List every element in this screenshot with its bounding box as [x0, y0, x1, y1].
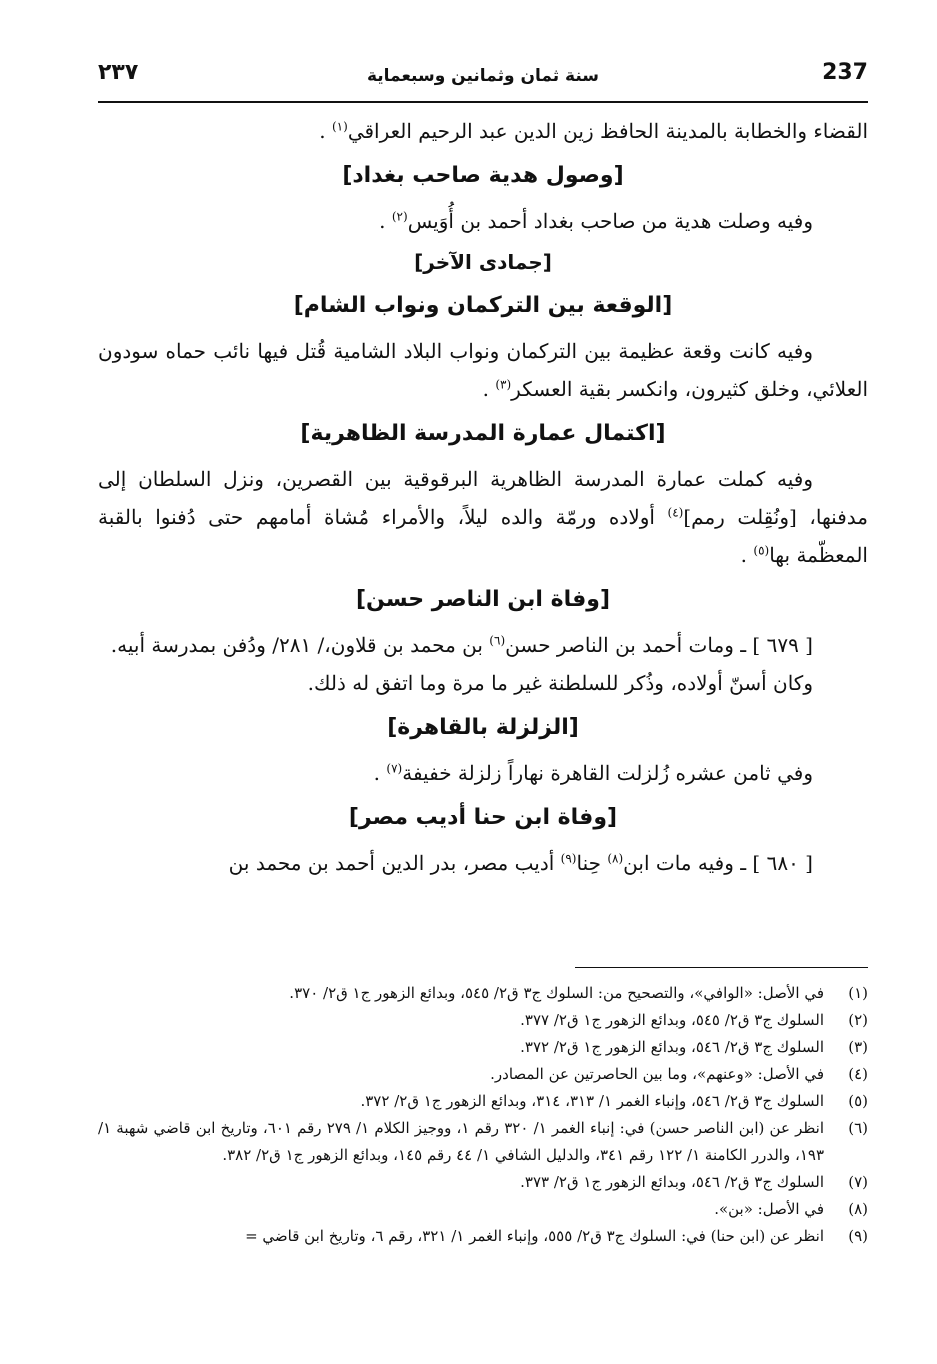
header-rule — [98, 101, 868, 103]
section-heading-madrasa: [اكتمال عمارة المدرسة الظاهرية] — [300, 421, 666, 446]
footnote-ref[interactable]: (٦) — [489, 633, 506, 648]
footnote-item — [98, 1088, 868, 1115]
section-heading-death-hanna: [وفاة ابن حنا أديب مصر] — [348, 805, 618, 830]
footnote-separator — [575, 967, 868, 968]
footnote-number: (٨) — [848, 1200, 868, 1218]
footnote-ref[interactable]: (٩) — [560, 851, 577, 866]
footnote-item — [98, 1034, 868, 1061]
month-heading: [جمادى الآخر] — [414, 250, 552, 274]
section-heading-death-hasan: [وفاة ابن الناصر حسن] — [355, 587, 611, 612]
footnote-ref[interactable]: (٤) — [667, 505, 684, 520]
section-heading-battle: [الوقعة بين التركمان ونواب الشام] — [293, 293, 673, 318]
footnote-ref[interactable]: (٨) — [607, 851, 624, 866]
footnote-text: في الأصل: «الوافي»، والتصحيح من: السلوك ج٣ ق٢/ ٥٤٥، وبدائع الزهور ج١ ق٢/ ٣٧٠. — [289, 984, 824, 1002]
running-title: سنة ثمان وثمانين وسبعماية — [366, 66, 600, 86]
footnote-ref[interactable]: (١) — [331, 119, 348, 134]
footnote-ref[interactable]: (٧) — [386, 761, 403, 776]
paragraph-continuation: القضاء والخطابة بالمدينة الحافظ زين الدين عبد الرحيم العراقي$^{(١)}$ . — [319, 119, 868, 143]
paragraph-madrasa: وفيه كملت عمارة المدرسة الظاهرية البرقوقية بين القصرين، ونزل السلطان إلى مدفنها، [ونُقِلت رمم]$^{(٤)}$ أولاده ورمّة والده ليلاً، والأمراء مُشاة أمامهم حتى دُفنوا بالقبة المعظّمة بها$^{(٥)}$ . — [98, 467, 868, 567]
page-header — [98, 58, 868, 98]
paragraph-gift: وفيه وصلت هدية من صاحب بغداد أحمد بن أُوَيس$^{(٢)}$ . — [379, 209, 813, 233]
paragraph-eldest-son: وكان أسنّ أولاده، وذُكر للسلطنة غير ما مرة وما اتفق له ذلك. — [307, 671, 813, 695]
footnote-text: انظر عن (ابن حنا) في: السلوك ج٣ ق٢/ ٥٥٥، وإنباء الغمر ١/ ٣٢١، رقم ٦، وتاريخ ابن قاضي = — [245, 1227, 824, 1245]
footnote-text: السلوك ج٣ ق٢/ ٥٤٦، وبدائع الزهور ج١ ق٢/ ٣٧٢. — [520, 1038, 824, 1056]
footnote-text: السلوك ج٣ ق٢/ ٥٤٥، وبدائع الزهور ج١ ق٢/ ٣٧٧. — [520, 1011, 824, 1029]
footnote-number: (٧) — [848, 1173, 868, 1191]
footnote-ref[interactable]: (٢) — [391, 209, 408, 224]
section-heading-gift: [وصول هدية صاحب بغداد] — [342, 163, 624, 188]
footnote-text: السلوك ج٣ ق٢/ ٥٤٦، وإنباء الغمر ١/ ٣١٣، ٣١٤، وبدائع الزهور ج١ ق٢/ ٣٧٢. — [360, 1092, 824, 1110]
footnote-number: (٦) — [848, 1119, 868, 1137]
footnotes — [98, 980, 868, 1250]
footnote-text: انظر عن (ابن الناصر حسن) في: إنباء الغمر ١/ ٣٢٠ رقم ١، ووجيز الكلام ١/ ٢٧٩ رقم ٦٠١، وتاريخ ابن قاضي شهبة ١/ ١٩٣، والدرر الكامنة ١/ ١٢٢ رقم ٣٤١، والدليل الشافي ١/ ٤٤ رقم ١٤٥، وبدائع الزهور ج١ ق٢/ ٣٨٢. — [98, 1119, 824, 1164]
paragraph-death-hasan: [ ٦٧٩ ] ـ ومات أحمد بن الناصر حسن$^{(٦)}$ بن محمد بن قلاون،/ ٢٨١/ ودُفن بمدرسة أبيه. — [110, 633, 813, 657]
footnote-item — [98, 1169, 868, 1196]
footnote-item — [98, 1007, 868, 1034]
paragraph-earthquake: وفي ثامن عشره زُلزلت القاهرة نهاراً زلزلة خفيفة$^{(٧)}$ . — [373, 761, 813, 785]
footnote-number: (٤) — [848, 1065, 868, 1083]
footnote-item — [98, 1196, 868, 1223]
footnote-item — [98, 1115, 868, 1169]
footnote-text: في الأصل: «بن». — [714, 1200, 824, 1218]
footnote-ref[interactable]: (٥) — [753, 543, 770, 558]
page-number-arabic: ٢٣٧ — [98, 60, 139, 85]
footnote-number: (٩) — [848, 1227, 868, 1245]
footnote-item — [98, 1061, 868, 1088]
section-heading-earthquake: [الزلزلة بالقاهرة] — [387, 715, 579, 740]
footnote-ref[interactable]: (٣) — [495, 377, 512, 392]
footnote-text: السلوك ج٣ ق٢/ ٥٤٦، وبدائع الزهور ج١ ق٢/ ٣٧٣. — [520, 1173, 824, 1191]
footnote-number: (٢) — [848, 1011, 868, 1029]
footnote-text: في الأصل: «وعنهم»، وما بين الحاصرتين عن المصادر. — [490, 1065, 824, 1083]
footnote-item — [98, 1223, 868, 1250]
paragraph-death-hanna: [ ٦٨٠ ] ـ وفيه مات ابن$^{(٨)}$ حِنا$^{(٩)}$ أديب مصر، بدر الدين أحمد بن محمد بن — [228, 851, 813, 875]
footnote-number: (٥) — [848, 1092, 868, 1110]
page-number-latin: 237 — [822, 60, 868, 85]
footnote-number: (٣) — [848, 1038, 868, 1056]
footnote-item — [98, 980, 868, 1007]
main-text — [98, 112, 868, 882]
paragraph-battle: وفيه كانت وقعة عظيمة بين التركمان ونواب البلاد الشامية قُتل فيها نائب حماه سودون العلائي، وخلق كثيرون، وانكسر بقية العسكر$^{(٣)}$ . — [98, 339, 868, 401]
footnote-number: (١) — [848, 984, 868, 1002]
